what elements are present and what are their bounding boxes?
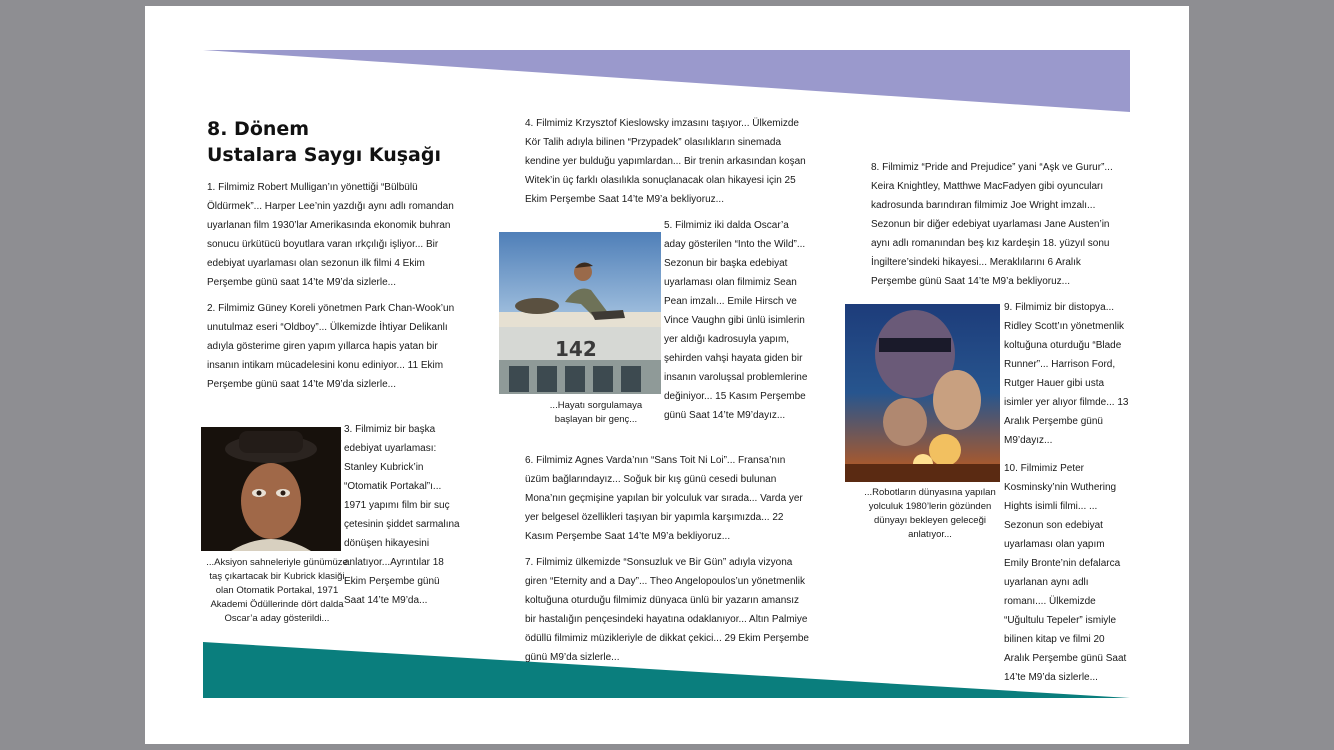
column-3-top [871,158,1129,298]
clockwork-orange-image [201,427,341,551]
title-line-1: 8. Dönem [207,118,310,140]
title-line-2: Ustalara Saygı Kuşağı [207,144,441,166]
column-1-wrap [344,420,462,617]
blade-runner-poster [845,304,1000,482]
column-3-wrap-2 [1004,459,1130,694]
bus-number: 142 [555,337,597,361]
column-2-top [525,114,810,216]
clockwork-orange-photo [201,427,341,551]
film-item-7: 7. Filmimiz ülkemizde “Sonsuzluk ve Bir Gün” adıyla vizyona giren “Eternity and a Day”... Theo Angelopoulos’un yönetmenlik koltuğuna oturduğu filmimiz dünyaca ünlü bir yazarın amansız bir hastalığın pençesindeki hayatına odaklanıyor... Altın Palmiye ödüllü filmimiz müzikleriyle de dikkat çekici... 29 Ekim Perşembe günü M9’da sizlerle... [525,557,809,663]
film-item-1: 1. Filmimiz Robert Mulligan’ın yönettiği “Bülbülü Öldürmek”... Harper Lee’nin yazdığı aynı adlı romandan uyarlanan film 1930’lar Amerikasında ekonomik buhran sonucu ürkütücü boyutlara varan ırkçılığı işliyor... Bir edebiyat uyarlaması olan sezonun ilk filmi 4 Ekim Perşembe günü saat 14’te M9’da sizlerle... [207,182,454,288]
into-the-wild-caption: ...Hayatı sorgulamaya başlayan bir genç... [549,400,643,425]
film-item-10: 10. Filmimiz Peter Kosminsky’nin Wuthering Hights isimli filmi... ... Sezonun son edebiyat uyarlaması olan yapım Emily Bronte’nin defalarca uyarlanan aynı adlı romanı.... Ülkemizde “Uğultulu Tepeler” ismiyle bilinen kitap ve filmi 20 Aralık Perşembe günü Saat 14’te M9’da sizlerle... [1004,463,1127,683]
clockwork-caption: ...Aksiyon sahneleriyle günümüze taş çıkartacak bir Kubrick klasiği olan Otomatik Portakal, 1971 Akademi Ödüllerinde dört dalda Oscar’a aday gösterildi... [206,557,348,624]
into-the-wild-photo [499,232,661,394]
film-item-8: 8. Filmimiz “Pride and Prejudice” yani “Aşk ve Gurur”... Keira Knightley, Matthwe MacFadyen gibi oyuncuları kadrosunda barındıran filmimiz Joe Wright imzalı... Sezonun bir diğer edebiyat uyarlaması Jane Austen’in aynı adlı romanından beş kız kardeşin 18. yüzyıl sonu İngiltere’sindeki hikayesi... Meraklılarını 6 Aralık Perşembe günü Saat 14’te M9’a bekliyoruz... [871,162,1113,287]
blade-runner-image [845,304,1000,482]
film-item-3: 3. Filmimiz bir başka edebiyat uyarlaması: Stanley Kubrick’in “Otomatik Portakal”ı... 1971 yapımı film bir suç çetesinin şiddet sarmalına dönüşen hikayesini anlatıyor...Ayrıntılar 18 Ekim Perşembe günü Saat 14’te M9’da... [344,424,460,606]
film-item-4: 4. Filmimiz Krzysztof Kieslowsky imzasını taşıyor... Ülkemizde Kör Talih adıyla bilinen “Przypadek” olasılıkların sinemada kendine yer bulduğu yapımlardan... Bir trenin arkasından koşan Witek’in üç farklı olasılıkla sonuçlanacak olan hikayesi için 25 Ekim Perşembe Saat 14’te M9’a bekliyoruz... [525,118,806,205]
top-band [203,50,1130,112]
film-item-2: 2. Filmimiz Güney Koreli yönetmen Park Chan-Wook’un unutulmaz eseri “Oldboy”... Ülkemizde İhtiyar Delikanlı adıyla gösterime giren yapım yıllarca hapis yatan bir insanın intikam mücadelesini konu ediniyor... 11 Ekim Perşembe günü saat 14’te M9’da sizlerle... [207,303,455,390]
column-3-wrap [1004,298,1130,457]
column-2-bottom [525,451,810,674]
film-item-6: 6. Filmimiz Agnes Varda’nın “Sans Toit Ni Loi”... Fransa’nın üzüm bağlarındayız... Soğuk bir kış günü cesedi bulunan Mona’nın geçmişine yapılan bir yolculuk var sırada... Varda yer yer belgesel özellikleri taşıyan bir yapımla karşımızda... 22 Kasım Perşembe Saat 14’te M9’a bekliyoruz... [525,455,803,542]
into-the-wild-image [499,232,661,394]
document-page [145,6,1189,744]
film-item-9: 9. Filmimiz bir distopya... Ridley Scott’ın yönetmenlik koltuğuna oturduğu “Blade Runner”... Harrison Ford, Rutger Hauer gibi usta isimler yer alıyor filmde... 13 Aralık Perşembe günü M9’dayız... [1004,302,1129,446]
column-1 [207,178,457,401]
section-title [207,116,441,168]
column-2-wrap [664,216,809,432]
film-item-5: 5. Filmimiz iki dalda Oscar’a aday gösterilen “Into the Wild”... Sezonun bir başka edebiyat uyarlaması olan filmimiz Sean Pean imzalı... Emile Hirsch ve Vince Vaughn gibi ünlü isimlerin yer aldığı kadrosuyla yapım, şehirden vahşi hayata giden bir insanın varoluşsal problemlerine değiniyor... 15 Kasım Perşembe günü Saat 14’te M9’dayız... [664,220,808,421]
blade-runner-caption: ...Robotların dünyasına yapılan yolculuk 1980’lerin gözünden dünyayı bekleyen geleceği anlatıyor... [864,487,996,540]
